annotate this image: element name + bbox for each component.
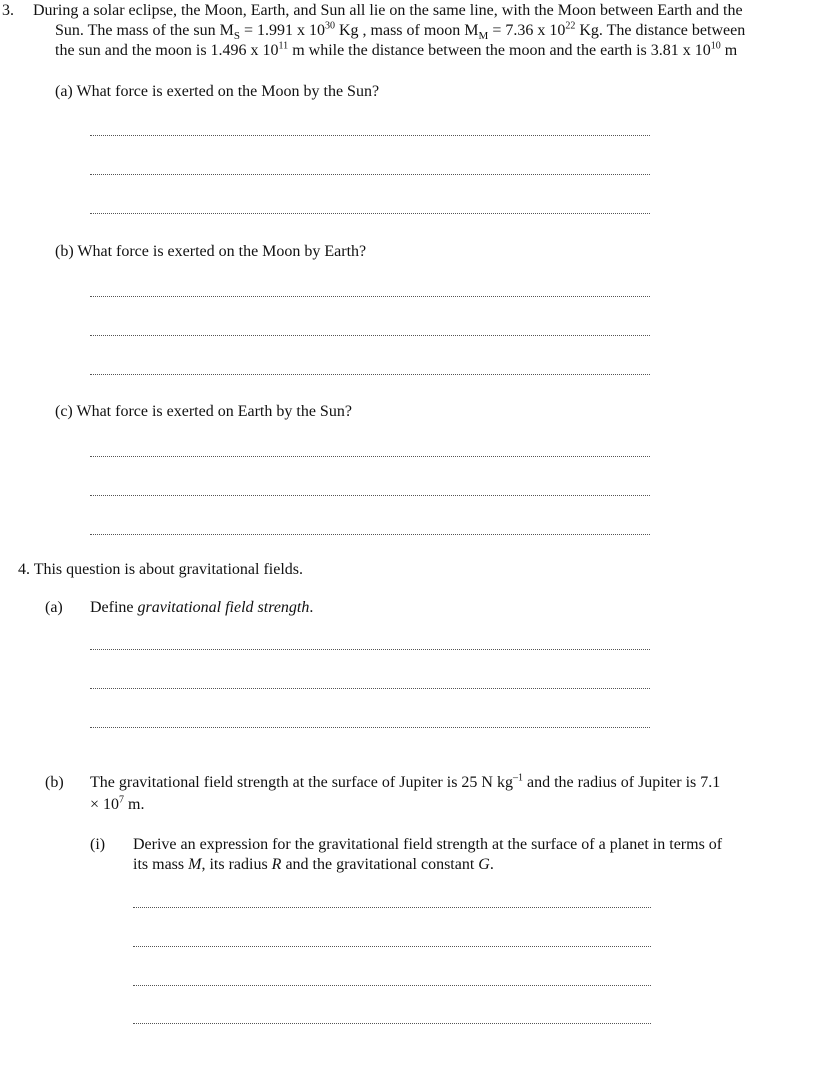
q4-part-b-number: (b) [45, 774, 64, 791]
q3-line-3: the sun and the moon is 1.496 x $10^{11}$ m while the distance between the moon and the earth is 3.81 x $10^{10}$ m [55, 40, 738, 59]
answer-line[interactable] [133, 946, 651, 947]
q4-part-b-i-line-1: Derive an expression for the gravitational field strength at the surface of a planet in terms of [133, 836, 723, 853]
answer-line[interactable] [90, 335, 650, 336]
sun-mass-subscript: S [233, 30, 240, 43]
q4-part-b-line-2: × $10^7$ m. [90, 794, 145, 813]
q4-part-a-text: Define gravitational field strength. [90, 599, 314, 616]
answer-line[interactable] [90, 135, 650, 136]
q3-part-a-label: (a) What force is exerted on the Moon by the Sun? [55, 83, 380, 100]
answer-line[interactable] [90, 213, 650, 214]
radius-exponent: 7 [119, 794, 125, 806]
q3-line-2: Sun. The mass of the sun $M_S = 1.991$ x $10^{30}$ Kg , mass of moon $M_M = 7.36$ x $10^{22}$ Kg. The distance between [55, 20, 746, 43]
answer-line[interactable] [133, 907, 651, 908]
answer-line[interactable] [133, 1023, 651, 1024]
q3-part-c-label: (c) What force is exerted on Earth by the Sun? [55, 403, 352, 420]
answer-line[interactable] [90, 688, 650, 689]
q4-part-b-i-number: (i) [90, 836, 106, 853]
sun-mass-exponent: 30 [324, 20, 335, 32]
moon-mass-exponent: 22 [565, 20, 576, 32]
answer-line[interactable] [90, 174, 650, 175]
answer-line[interactable] [90, 495, 650, 496]
sun-moon-distance-exponent: 11 [278, 40, 289, 52]
q3-number: 3. [2, 2, 14, 19]
answer-line[interactable] [90, 649, 650, 650]
answer-line[interactable] [90, 374, 650, 375]
q4-part-b-i-line-2: its mass M, its radius R and the gravitational constant G. [133, 856, 494, 873]
q4-part-a-number: (a) [45, 599, 63, 616]
moon-mass-subscript: M [478, 30, 489, 43]
answer-line[interactable] [90, 296, 650, 297]
answer-line[interactable] [90, 534, 650, 535]
unit-exponent: –1 [512, 772, 523, 784]
answer-line[interactable] [90, 456, 650, 457]
q4-intro: 4. This question is about gravitational fields. [18, 561, 303, 578]
q3-line-1: During a solar eclipse, the Moon, Earth, and Sun all lie on the same line, with the Moon between Earth and the [33, 2, 743, 19]
q4-part-b-line-1: The gravitational field strength at the surface of Jupiter is 25 N $kg^{-1}$ and the radius of Jupiter is 7.1 [90, 772, 721, 791]
answer-line[interactable] [133, 985, 651, 986]
moon-earth-distance-exponent: 10 [710, 40, 721, 52]
q3-part-b-label: (b) What force is exerted on the Moon by Earth? [55, 243, 367, 260]
defined-term: gravitational field strength [137, 599, 310, 616]
answer-line[interactable] [90, 727, 650, 728]
